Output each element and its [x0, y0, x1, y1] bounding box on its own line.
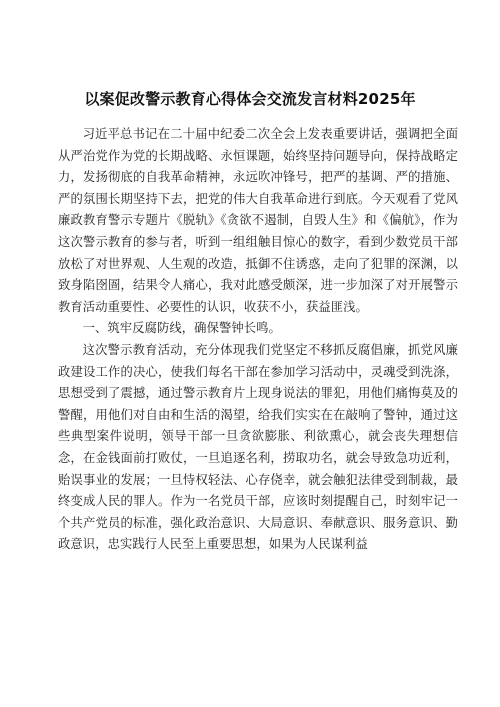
document-title: 以案促改警示教育心得体会交流发言材料2025年: [84, 90, 416, 108]
document-body: [58, 124, 458, 556]
paragraph-intro: 习近平总书记在二十届中纪委二次全会上发表重要讲话，强调把全面从严治党作为党的长期战略、永恒课题，始终坚持问题导向，保持战略定力，发扬彻底的自我革命精神，永远吹冲锋号，把严的基调、严的措施、严的氛围长期坚持下去，把党的伟大自我革命进行到底。今天观看了党风廉政教育警示专题片《脱轨》《贪欲不遏制，自毁人生》和《偏航》，作为这次警示教育的参与者，听到一组组触目惊心的数字，看到少数党员干部放松了对世界观、人生观的改造，抵御不住诱惑，走向了犯罪的深渊，以致身陷囹圄，结果令人痛心，我对此感受颇深，进一步加深了对开展警示教育活动重要性、必要性的认识，收获不小，获益匪浅。: [58, 127, 458, 314]
paragraph-section-1: 这次警示教育活动，充分体现我们党坚定不移抓反腐倡廉，抓党风廉政建设工作的决心，使我们每名干部在参加学习活动中，灵魂受到洗涤，思想受到了震撼，通过警示教育片上现身说法的罪犯，用他们痛悔莫及的警醒，用他们对自由和生活的渴望，给我们实实在在敲响了警钟，通过这些典型案件说明，领导干部一旦贪欲膨胀、利欲熏心，就会丧失理想信念，在金钱面前打败仗，一旦追逐名利，捞取功名，就会导致急功近利，贻误事业的发展；一旦恃权轻法、心存侥幸，就会触犯法律受到制裁，最终变成人民的罪人。作为一名党员干部，应该时刻提醒自己，时刻牢记一个共产党员的标准，强化政治意识、大局意识、奉献意识、服务意识、勤政意识，忠实践行人民至上重要思想，如果为人民谋利益: [58, 342, 458, 552]
section-heading-1: 一、筑牢反腐防线，确保警钟长鸣。: [82, 321, 281, 336]
